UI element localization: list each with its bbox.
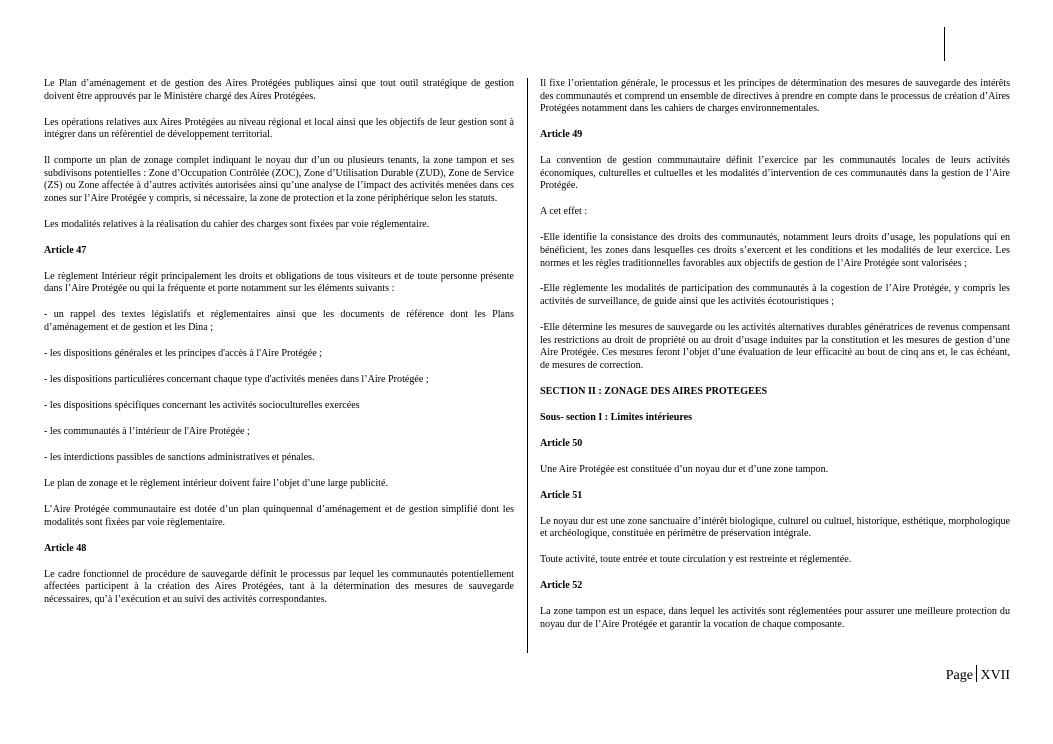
paragraph: La convention de gestion communautaire définit l’exercice par les communautés locales de leurs activités économiques, culturelles et cultuelles et les modalités d’intervention de ces communautés dans la gestion de l’Aire Protégée. <box>540 155 1010 192</box>
left-column <box>44 78 514 620</box>
heading: Article 52 <box>540 580 583 592</box>
page-number: XVII <box>980 668 1010 683</box>
heading: Article 48 <box>44 542 87 554</box>
paragraph: La zone tampon est un espace, dans lequel les activités sont réglementées pour assurer une meilleure protection du noyau dur de l’Aire Protégée et garantir la vocation de chaque composante. <box>540 606 1010 630</box>
paragraph: Le Plan d’aménagement et de gestion des Aires Protégées publiques ainsi que tout outil stratégique de gestion doivent être approuvés par le Ministère chargé des Aires Protégées. <box>44 78 514 102</box>
paragraph: Le plan de zonage et le règlement intérieur doivent faire l’objet d’une large publicité. <box>44 477 388 489</box>
heading: Sous- section I : Limites intérieures <box>540 411 693 423</box>
paragraph: A cet effet : <box>540 206 588 218</box>
heading: SECTION II : ZONAGE DES AIRES PROTEGEES <box>540 385 768 397</box>
paragraph: - les dispositions spécifiques concernant les activités socioculturelles exercées <box>44 400 360 412</box>
paragraph: -Elle détermine les mesures de sauvegarde ou les activités alternatives durables génératrices de revenus compensant les restrictions au droit de propriété ou au droit d’usage induites par la constitution et les mesures de gestion d’une Aire Protégée. Ces mesures feront l’objet d’une évaluation de leur efficacité au bout de cinq ans et, le cas échéant, de mesures de correction. <box>540 322 1010 371</box>
paragraph: -Elle règlemente les modalités de participation des communautés à la cogestion de l’Aire Protégée, y compris les activités de surveillance, de guide ainsi que les activités écotouristiques ; <box>540 283 1010 308</box>
heading: Article 51 <box>540 489 583 501</box>
paragraph: Il fixe l’orientation générale, le processus et les principes de détermination des mesures de sauvegarde des intérêts des communautés et comprend un ensemble de directives à prendre en compte dans le processus de création d’Aires Protégées notamment dans les cahiers de charges environnementales. <box>540 78 1010 115</box>
paragraph: Une Aire Protégée est constituée d’un noyau dur et d’une zone tampon. <box>540 463 829 475</box>
paragraph: Le règlement Intérieur régit principalement les droits et obligations de tous visiteurs et de toute personne présente dans l’Aire Protégée ou qui la fréquente et porte notamment sur les éléments suivants : <box>44 270 514 295</box>
right-column <box>540 78 1010 645</box>
paragraph: Les opérations relatives aux Aires Protégées au niveau régional et local ainsi que les objectifs de leur gestion sont à intégrer dans un référentiel de développement territorial. <box>44 116 514 141</box>
header-vertical-rule <box>944 27 945 61</box>
paragraph: - les dispositions générales et les principes d'accès à l'Aire Protégée ; <box>44 348 323 360</box>
paragraph: Le noyau dur est une zone sanctuaire d’intérêt biologique, culturel ou cultuel, historique, esthétique, morphologique et archéologique, constituée en périmètre de préservation intégrale. <box>540 515 1010 540</box>
paragraph: L’Aire Protégée communautaire est dotée d’un plan quinquennal d’aménagement et de gestion simplifié dont les modalités sont fixées par voie règlementaire. <box>44 503 514 528</box>
paragraph: - les communautés à l’intérieur de l'Aire Protégée ; <box>44 426 250 437</box>
page-separator <box>976 665 978 682</box>
paragraph: Les modalités relatives à la réalisation du cahier des charges sont fixées par voie réglementaire. <box>44 218 430 230</box>
page-label: Page <box>945 668 973 683</box>
paragraph: Le cadre fonctionnel de procédure de sauvegarde définit le processus par lequel les communautés potentiellement affectées participent à la création des Aires Protégées, tant à la détermination des mesures de sauvegarde nécessaires, qu’à l’exécution et au suivi des activités correspondantes. <box>44 568 514 605</box>
column-divider <box>527 78 528 653</box>
paragraph: - un rappel des textes législatifs et réglementaires ainsi que les documents de référence dont les Plans d’aménagement et de gestion et les Dina ; <box>44 309 514 334</box>
heading: Article 49 <box>540 129 583 141</box>
paragraph: -Elle identifie la consistance des droits des communautés, notamment leurs droits d’usage, les populations qui en bénéficient, les zones dans lesquelles ces droits s’exercent et les conditions et les modalités de leur exercice. Les normes et les règles traditionnelles favorables aux objectifs de gestion de l’Aire Protégée sont valorisées ; <box>540 232 1010 269</box>
heading: Article 50 <box>540 437 583 449</box>
paragraph: Toute activité, toute entrée et toute circulation y est restreinte et réglementée. <box>540 554 852 566</box>
page-footer <box>946 665 1010 684</box>
paragraph: - les interdictions passibles de sanctions administratives et pénales. <box>44 451 315 463</box>
paragraph: - les dispositions particulières concernant chaque type d'activités menées dans l’Aire Protégée ; <box>44 374 429 386</box>
heading: Article 47 <box>44 244 87 256</box>
paragraph: Il comporte un plan de zonage complet indiquant le noyau dur d’un ou plusieurs tenants, la zone tampon et ses subdivisons potentielles : Zone d’Occupation Contrôlée (ZOC), Zone d’Utilisation Durable (ZUD), Zone de Service (ZS) ou Zone affectée à d’autres activités autorisées ainsi qu’une analyse de l’impact des activités menées dans ces zones sur l’Aire Protégée y compris, si nécessaire, la zone de protection et la zone périphérique selon les statuts. <box>44 155 514 204</box>
